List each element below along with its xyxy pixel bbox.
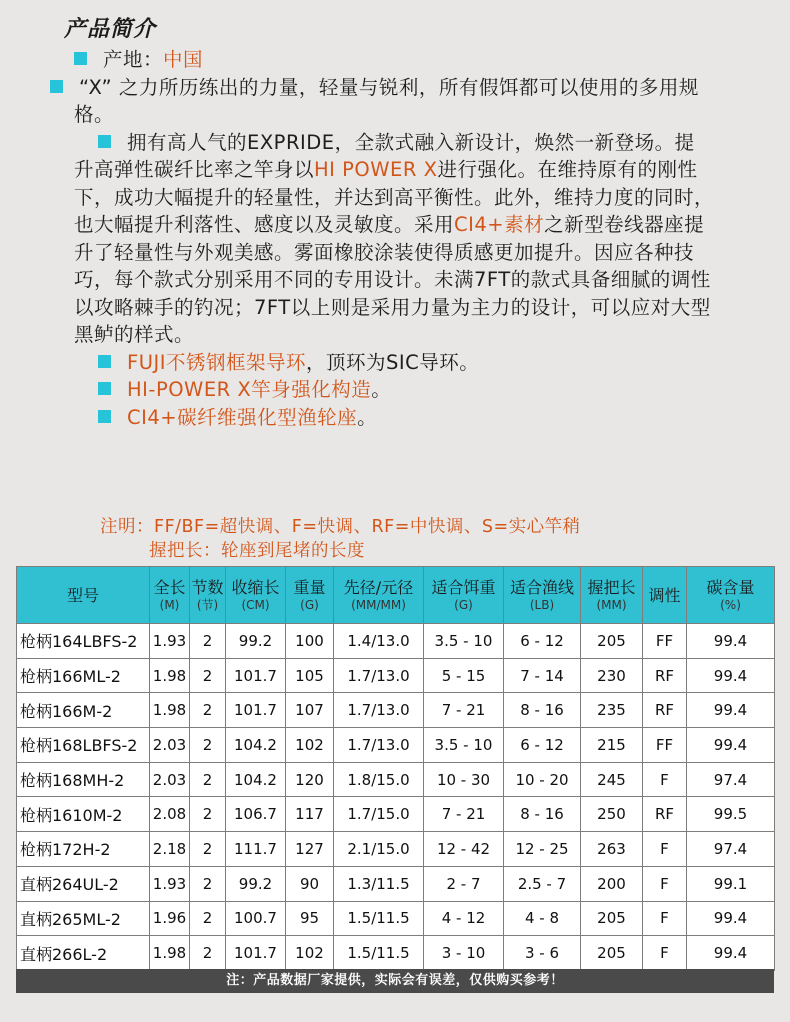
spec-cell: 120 xyxy=(286,762,334,797)
spec-cell: 200 xyxy=(581,866,643,901)
header-cell: 节数 (节) xyxy=(190,567,226,624)
origin-label: 产地： xyxy=(103,48,164,71)
spec-cell: F xyxy=(643,866,687,901)
header-cell: 收缩长 (CM) xyxy=(226,567,286,624)
spec-cell: 2.03 xyxy=(150,762,190,797)
model-cell: 直柄264UL-2 xyxy=(17,866,150,901)
spec-cell: RF xyxy=(643,658,687,693)
table-row xyxy=(17,797,775,832)
square-bullet-icon xyxy=(50,80,63,93)
spec-cell: 5 - 15 xyxy=(424,658,504,693)
spec-cell: 1.7/13.0 xyxy=(334,658,424,693)
spec-cell: 6 - 12 xyxy=(504,624,581,659)
spec-cell: 117 xyxy=(286,797,334,832)
header-cell: 重量 (G) xyxy=(286,567,334,624)
spec-cell: RF xyxy=(643,693,687,728)
intro-paragraph-main xyxy=(74,129,714,349)
table-row xyxy=(17,658,775,693)
spec-cell: 99.4 xyxy=(687,658,775,693)
spec-cell: 99.1 xyxy=(687,866,775,901)
model-cell: 直柄265ML-2 xyxy=(17,901,150,936)
spec-cell: 101.7 xyxy=(226,936,286,971)
ci4-material-highlight: CI4+素材 xyxy=(454,213,545,236)
spec-notes xyxy=(100,515,581,563)
spec-cell: 230 xyxy=(581,658,643,693)
feature-hi-power xyxy=(74,376,714,404)
origin-value: 中国 xyxy=(163,48,204,71)
feature-fuji-highlight: FUJI不锈钢框架导环 xyxy=(127,350,306,374)
table-row xyxy=(17,866,775,901)
table-row xyxy=(17,693,775,728)
spec-cell: 2 xyxy=(190,797,226,832)
table-row xyxy=(17,762,775,797)
spec-cell: 8 - 16 xyxy=(504,797,581,832)
spec-cell: 6 - 12 xyxy=(504,728,581,763)
spec-cell: F xyxy=(643,762,687,797)
spec-cell: 2.18 xyxy=(150,832,190,867)
feature-hi-power-rest: 。 xyxy=(371,378,392,401)
spec-cell: 2.03 xyxy=(150,728,190,763)
spec-cell: F xyxy=(643,901,687,936)
note-taper-legend: 注明：FF/BF=超快调、F=快调、RF=中快调、S=实心竿稍 xyxy=(100,517,581,537)
square-bullet-icon xyxy=(98,135,111,148)
square-bullet-icon xyxy=(74,52,87,65)
spec-cell: RF xyxy=(643,797,687,832)
spec-cell: 235 xyxy=(581,693,643,728)
header-cell: 握把长 (MM) xyxy=(581,567,643,624)
spec-cell: 10 - 30 xyxy=(424,762,504,797)
spec-cell: 205 xyxy=(581,624,643,659)
model-cell: 直柄266L-2 xyxy=(17,936,150,971)
spec-cell: 102 xyxy=(286,936,334,971)
spec-cell: 3.5 - 10 xyxy=(424,728,504,763)
model-cell: 枪柄166M-2 xyxy=(17,693,150,728)
spec-cell: 7 - 14 xyxy=(504,658,581,693)
spec-cell: 2.5 - 7 xyxy=(504,866,581,901)
feature-ci4 xyxy=(74,404,714,432)
spec-cell: 3 - 6 xyxy=(504,936,581,971)
spec-cell: 104.2 xyxy=(226,728,286,763)
note-grip-length: 握把长：轮座到尾堵的长度 xyxy=(149,541,365,561)
spec-cell: 205 xyxy=(581,936,643,971)
spec-cell: 3 - 10 xyxy=(424,936,504,971)
spec-cell: 2.08 xyxy=(150,797,190,832)
spec-cell: 3.5 - 10 xyxy=(424,624,504,659)
spec-cell: 100.7 xyxy=(226,901,286,936)
spec-cell: 2 xyxy=(190,624,226,659)
spec-cell: 7 - 21 xyxy=(424,693,504,728)
spec-cell: 99.2 xyxy=(226,866,286,901)
header-cell: 碳含量 (%) xyxy=(687,567,775,624)
spec-cell: 101.7 xyxy=(226,693,286,728)
table-row xyxy=(17,728,775,763)
spec-cell: 2 - 7 xyxy=(424,866,504,901)
table-row xyxy=(17,832,775,867)
intro-paragraph-x-text: “X” 之力所历练出的力量，轻量与锐利，所有假饵都可以使用的多用规格。 xyxy=(74,75,699,126)
spec-cell: 2 xyxy=(190,936,226,971)
feature-fuji-rest: ，顶环为SIC导环。 xyxy=(306,350,480,374)
spec-cell: 2 xyxy=(190,901,226,936)
spec-cell: 90 xyxy=(286,866,334,901)
spec-cell: 1.3/11.5 xyxy=(334,866,424,901)
spec-cell: F xyxy=(643,832,687,867)
feature-ci4-rest: 。 xyxy=(357,405,378,429)
spec-cell: 7 - 21 xyxy=(424,797,504,832)
header-cell: 先径/元径 (MM/MM) xyxy=(334,567,424,624)
intro-text xyxy=(74,46,714,431)
spec-cell: 205 xyxy=(581,901,643,936)
square-bullet-icon xyxy=(98,355,111,368)
spec-cell: 1.8/15.0 xyxy=(334,762,424,797)
spec-cell: 1.98 xyxy=(150,936,190,971)
spec-cell: 99.2 xyxy=(226,624,286,659)
feature-fuji xyxy=(74,349,714,377)
spec-cell: 111.7 xyxy=(226,832,286,867)
spec-cell: 1.7/13.0 xyxy=(334,693,424,728)
spec-cell: 4 - 12 xyxy=(424,901,504,936)
spec-cell: 104.2 xyxy=(226,762,286,797)
model-cell: 枪柄164LBFS-2 xyxy=(17,624,150,659)
spec-cell: 12 - 25 xyxy=(504,832,581,867)
header-cell: 型号 xyxy=(17,567,150,624)
spec-cell: 2.1/15.0 xyxy=(334,832,424,867)
table-row xyxy=(17,901,775,936)
spec-cell: 12 - 42 xyxy=(424,832,504,867)
spec-cell: 215 xyxy=(581,728,643,763)
table-row xyxy=(17,936,775,971)
spec-cell: 1.93 xyxy=(150,624,190,659)
spec-cell: 2 xyxy=(190,658,226,693)
square-bullet-icon xyxy=(98,410,111,423)
spec-cell: 102 xyxy=(286,728,334,763)
spec-cell: 95 xyxy=(286,901,334,936)
section-title: 产品简介 xyxy=(64,17,157,42)
spec-cell: FF xyxy=(643,728,687,763)
spec-cell: 99.4 xyxy=(687,936,775,971)
feature-hi-power-highlight: HI-POWER X竿身强化构造 xyxy=(127,378,372,401)
hi-power-x-highlight: HI POWER X xyxy=(314,158,438,181)
spec-cell: 105 xyxy=(286,658,334,693)
feature-ci4-highlight: CI4+碳纤维强化型渔轮座 xyxy=(127,405,358,429)
square-bullet-icon xyxy=(98,382,111,395)
intro-paragraph-x xyxy=(74,74,714,129)
spec-cell: 2 xyxy=(190,762,226,797)
spec-cell: 1.4/13.0 xyxy=(334,624,424,659)
footer-disclaimer: 注：产品数据厂家提供，实际会有误差，仅供购买参考！ xyxy=(16,969,774,993)
model-cell: 枪柄1610M-2 xyxy=(17,797,150,832)
model-cell: 枪柄166ML-2 xyxy=(17,658,150,693)
header-cell: 全长 (M) xyxy=(150,567,190,624)
spec-cell: 1.5/11.5 xyxy=(334,901,424,936)
header-cell: 适合饵重 (G) xyxy=(424,567,504,624)
model-cell: 枪柄168MH-2 xyxy=(17,762,150,797)
spec-cell: 106.7 xyxy=(226,797,286,832)
spec-cell: 10 - 20 xyxy=(504,762,581,797)
model-cell: 枪柄172H-2 xyxy=(17,832,150,867)
spec-cell: 97.4 xyxy=(687,762,775,797)
spec-cell: 1.7/15.0 xyxy=(334,797,424,832)
spec-cell: 2 xyxy=(190,693,226,728)
model-cell: 枪柄168LBFS-2 xyxy=(17,728,150,763)
spec-cell: 1.98 xyxy=(150,693,190,728)
spec-table xyxy=(16,566,775,971)
spec-cell: 1.96 xyxy=(150,901,190,936)
spec-cell: 2 xyxy=(190,728,226,763)
spec-cell: 1.98 xyxy=(150,658,190,693)
header-cell: 调性 xyxy=(643,567,687,624)
spec-cell: 245 xyxy=(581,762,643,797)
para-main-part-b: 进行强化。在维持原有的刚性下，成功大幅提升的轻量性，并达到高平衡性。此外，维持力度的同时，也大幅提升利落性、感度以及灵敏度。采用 xyxy=(74,158,715,236)
spec-cell: 250 xyxy=(581,797,643,832)
spec-cell: 127 xyxy=(286,832,334,867)
spec-cell: 107 xyxy=(286,693,334,728)
spec-cell: 101.7 xyxy=(226,658,286,693)
origin-line xyxy=(74,46,714,74)
spec-table-header xyxy=(17,567,775,624)
spec-cell: F xyxy=(643,936,687,971)
spec-cell: 4 - 8 xyxy=(504,901,581,936)
spec-cell: 2 xyxy=(190,866,226,901)
spec-cell: 1.7/13.0 xyxy=(334,728,424,763)
spec-cell: 99.4 xyxy=(687,624,775,659)
table-row xyxy=(17,624,775,659)
spec-cell: 2 xyxy=(190,832,226,867)
spec-table-body xyxy=(17,624,775,971)
spec-cell: 97.4 xyxy=(687,832,775,867)
spec-cell: 100 xyxy=(286,624,334,659)
spec-cell: FF xyxy=(643,624,687,659)
header-cell: 适合渔线 (LB) xyxy=(504,567,581,624)
spec-cell: 99.4 xyxy=(687,728,775,763)
spec-cell: 99.4 xyxy=(687,693,775,728)
spec-cell: 99.5 xyxy=(687,797,775,832)
spec-cell: 263 xyxy=(581,832,643,867)
para-main-part-a: 拥有高人气的EXPRIDE，全款式融入新设计，焕然一新登场。提升高弹性碳纤比率之竿身以 xyxy=(74,130,695,181)
para-main-part-c: 之新型卷线器座提升了轻量性与外观美感。雾面橡胶涂装使得质感更加提升。因应各种技巧，每个款式分别采用不同的专用设计。未满7FT的款式具备细腻的调性以攻略棘手的钓况；7FT以上则是采用力量为主力的设计，可以应对大型黑鲈的样式。 xyxy=(74,213,711,346)
spec-cell: 1.93 xyxy=(150,866,190,901)
spec-cell: 8 - 16 xyxy=(504,693,581,728)
spec-cell: 1.5/11.5 xyxy=(334,936,424,971)
spec-cell: 99.4 xyxy=(687,901,775,936)
